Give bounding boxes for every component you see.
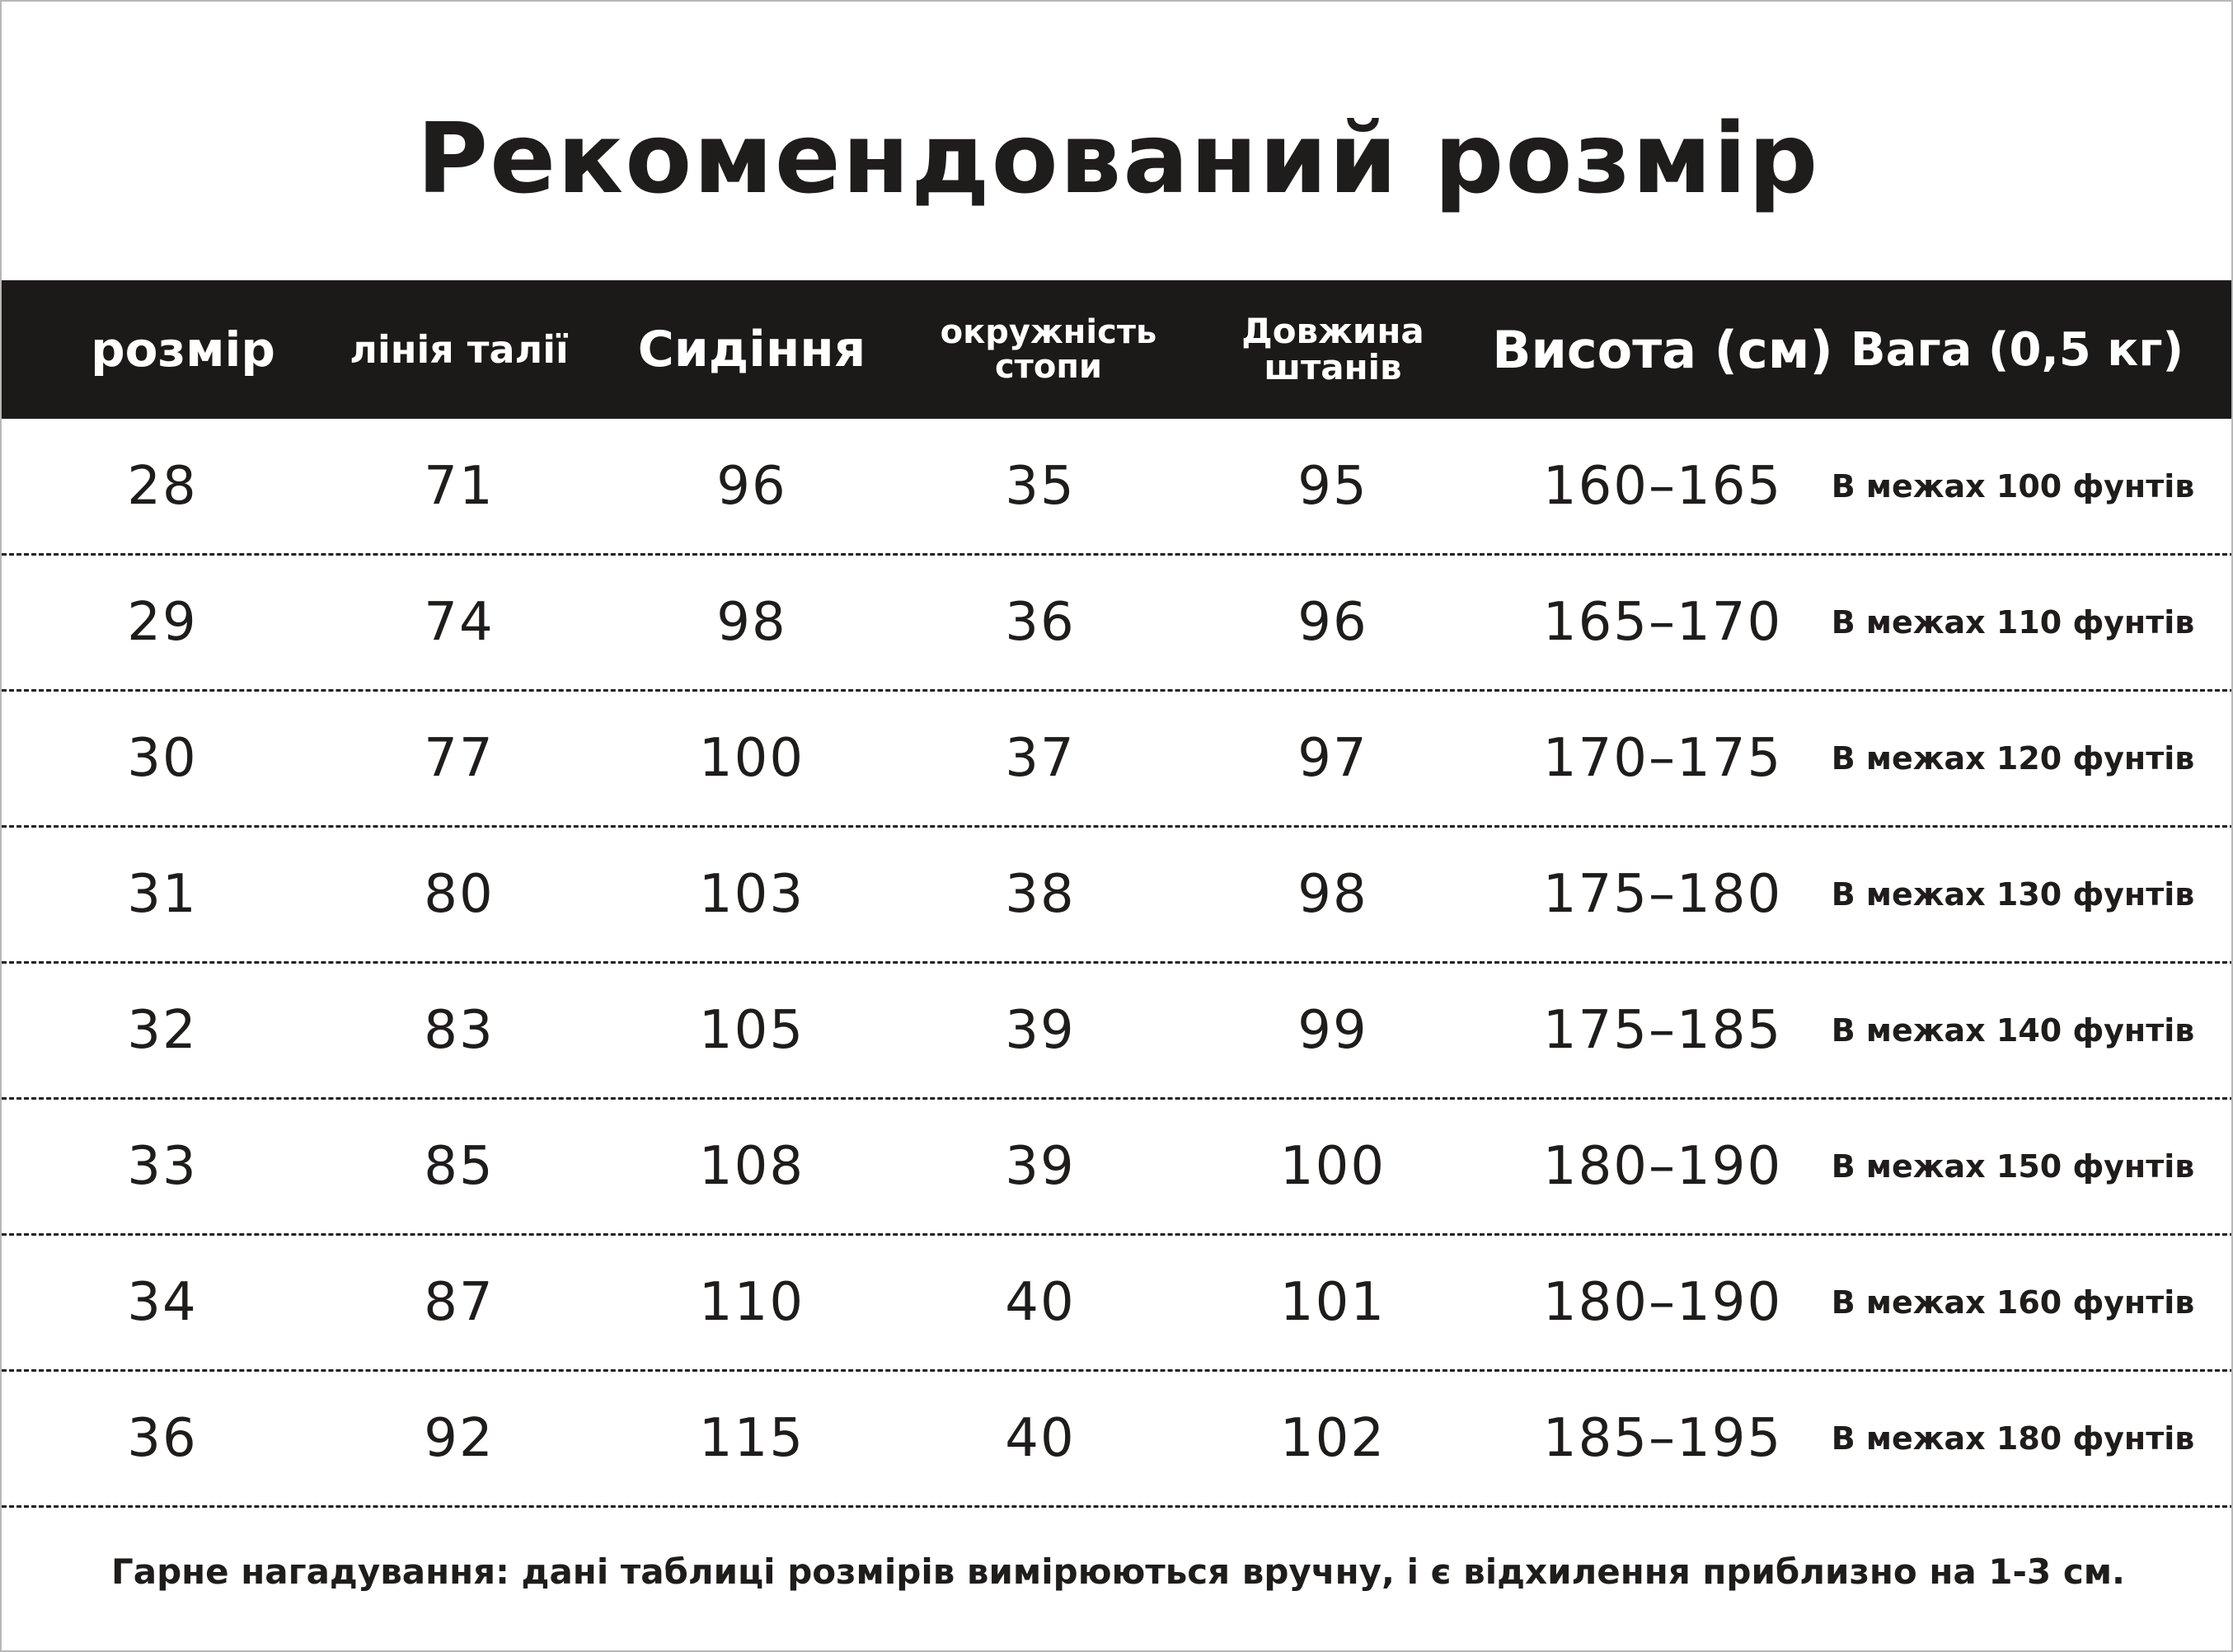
table-row (2, 419, 2233, 554)
header-pants-length: Довжина штанів (1241, 311, 1424, 387)
cell-waist: 77 (424, 728, 495, 789)
row-divider (2, 1505, 2233, 1508)
cell-size: 30 (127, 728, 198, 789)
cell-foot: 40 (1005, 1408, 1076, 1469)
cell-weight: В межах 160 фунтів (1831, 1284, 2195, 1321)
cell-foot: 37 (1005, 728, 1076, 789)
cell-seat: 98 (716, 592, 787, 653)
cell-size: 28 (127, 456, 198, 517)
cell-height: 175–180 (1542, 864, 1783, 925)
page-title: Рекомендований розмір (416, 101, 1820, 215)
cell-height: 170–175 (1542, 728, 1783, 789)
header-waist: лінія талії (349, 327, 569, 372)
cell-waist: 74 (424, 592, 495, 653)
cell-waist: 80 (424, 864, 495, 925)
cell-foot: 36 (1005, 592, 1076, 653)
cell-seat: 115 (698, 1408, 805, 1469)
footnote: Гарне нагадування: дані таблиці розмірів вимірюються вручну, і є відхилення приблизно на 1-3 см. (110, 1551, 2126, 1592)
cell-seat: 108 (698, 1136, 805, 1197)
header-foot-circumference: окружність стопи (940, 313, 1157, 386)
cell-length: 96 (1297, 592, 1368, 653)
table-header (2, 280, 2233, 419)
cell-length: 101 (1279, 1272, 1386, 1333)
cell-height: 185–195 (1542, 1408, 1783, 1469)
cell-waist: 87 (424, 1272, 495, 1333)
cell-waist: 83 (424, 1000, 495, 1061)
cell-foot: 39 (1005, 1000, 1076, 1061)
cell-foot: 39 (1005, 1136, 1076, 1197)
cell-length: 100 (1279, 1136, 1386, 1197)
cell-height: 180–190 (1542, 1136, 1783, 1197)
cell-waist: 92 (424, 1408, 495, 1469)
cell-weight: В межах 130 фунтів (1831, 876, 2195, 913)
cell-seat: 110 (698, 1272, 805, 1333)
header-weight: Вага (0,5 кг) (1850, 322, 2184, 377)
cell-height: 160–165 (1542, 456, 1783, 517)
cell-size: 29 (127, 592, 198, 653)
cell-length: 102 (1279, 1408, 1386, 1469)
header-seat: Сидіння (637, 321, 866, 378)
cell-seat: 100 (698, 728, 805, 789)
cell-weight: В межах 180 фунтів (1831, 1420, 2195, 1457)
cell-foot: 40 (1005, 1272, 1076, 1333)
cell-weight: В межах 110 фунтів (1831, 604, 2195, 641)
cell-size: 33 (127, 1136, 198, 1197)
cell-length: 97 (1297, 728, 1368, 789)
cell-foot: 35 (1005, 456, 1076, 517)
cell-weight: В межах 140 фунтів (1831, 1012, 2195, 1049)
cell-length: 98 (1297, 864, 1368, 925)
header-height: Висота (см) (1492, 319, 1833, 380)
cell-size: 31 (127, 864, 198, 925)
cell-size: 32 (127, 1000, 198, 1061)
cell-weight: В межах 150 фунтів (1831, 1148, 2195, 1185)
table-row (2, 691, 2233, 826)
header-size: розмір (91, 321, 275, 378)
table-row (2, 555, 2233, 690)
cell-height: 175–185 (1542, 1000, 1783, 1061)
cell-size: 34 (127, 1272, 198, 1333)
table-row (2, 963, 2233, 1098)
cell-foot: 38 (1005, 864, 1076, 925)
cell-waist: 71 (424, 456, 495, 517)
table-row (2, 827, 2233, 962)
table-row (2, 1099, 2233, 1234)
cell-seat: 103 (698, 864, 805, 925)
cell-height: 165–170 (1542, 592, 1783, 653)
cell-length: 99 (1297, 1000, 1368, 1061)
cell-seat: 105 (698, 1000, 805, 1061)
cell-seat: 96 (716, 456, 787, 517)
cell-weight: В межах 100 фунтів (1831, 468, 2195, 505)
cell-waist: 85 (424, 1136, 495, 1197)
cell-height: 180–190 (1542, 1272, 1783, 1333)
cell-size: 36 (127, 1408, 198, 1469)
cell-weight: В межах 120 фунтів (1831, 740, 2195, 777)
table-row (2, 1235, 2233, 1370)
table-row (2, 1371, 2233, 1506)
cell-length: 95 (1297, 456, 1368, 517)
